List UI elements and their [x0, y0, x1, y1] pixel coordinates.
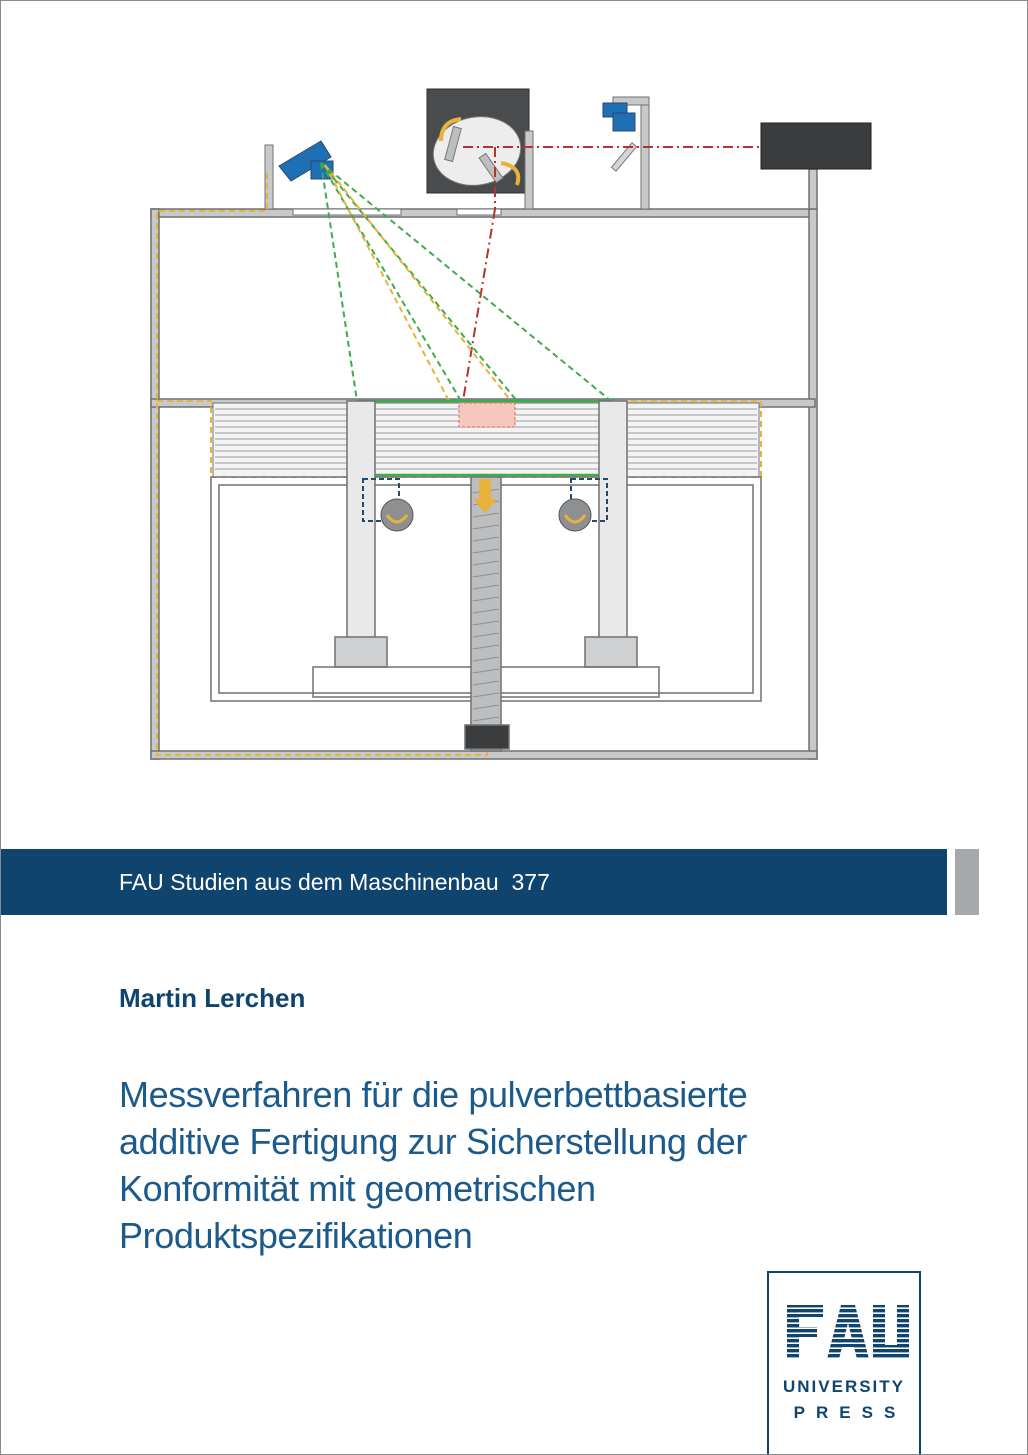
laser-optics [603, 97, 871, 209]
book-title [119, 1071, 839, 1259]
title-line: additive Fertigung zur Sicherstellung der [119, 1121, 747, 1162]
laser-scanner-box [427, 89, 533, 209]
title-line: Konformität mit geometrischen [119, 1168, 596, 1209]
camera-field-of-view [321, 163, 611, 401]
title-line: Produktspezifikationen [119, 1215, 473, 1256]
series-tab-accent [955, 849, 979, 915]
machine-schematic-illustration [1, 1, 1027, 801]
fau-logo-mark [769, 1299, 919, 1371]
logo-press-text: PRESS [793, 1403, 907, 1422]
author-name: Martin Lerchen [119, 983, 306, 1013]
series-label: FAU Studien aus dem Maschinenbau 377 [119, 869, 550, 895]
powder-bed [213, 401, 759, 477]
logo-university-text: UNIVERSITY [782, 1377, 906, 1396]
title-line: Messverfahren für die pulverbettbasierte [119, 1074, 748, 1115]
fau-university-press-logo [767, 1271, 921, 1455]
